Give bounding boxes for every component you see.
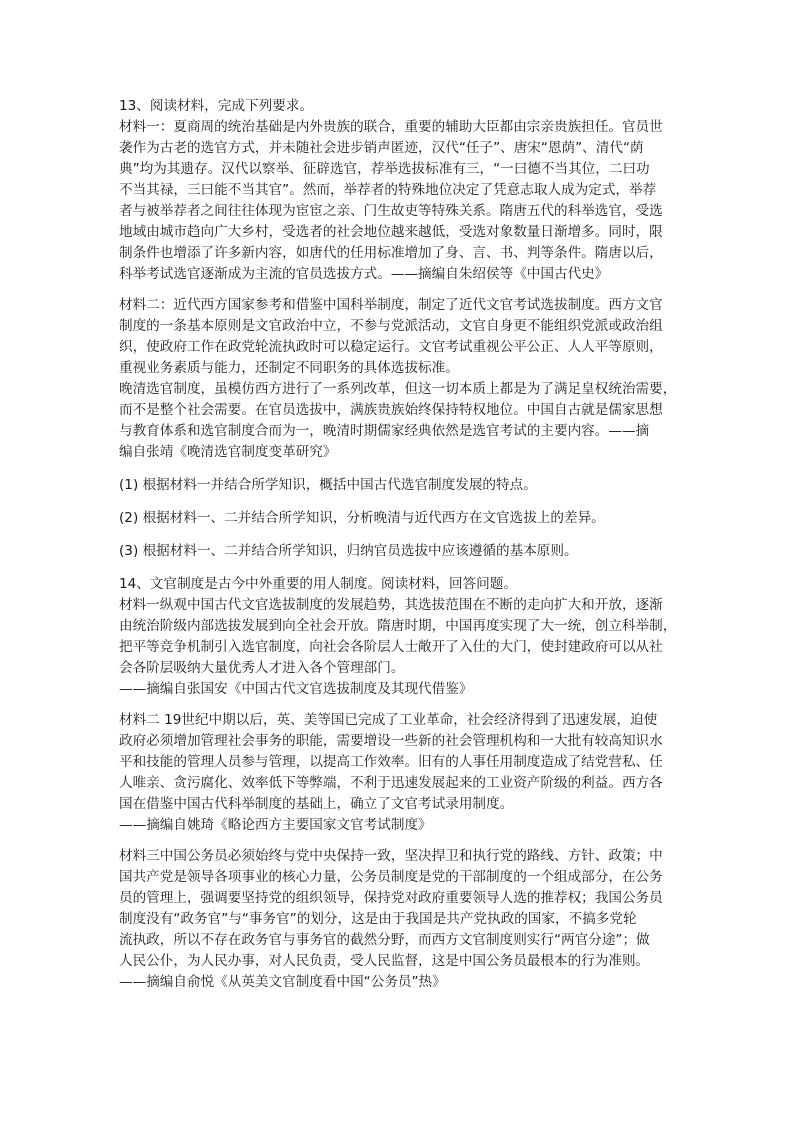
q13-m2-line: 而不是整个社会需要。在官员选拔中，满族贵族始终保持特权地位。中国自古就是儒家思想 [119,402,663,418]
q14-m3-line: 员的管理上，强调要坚持党的组织领导，保持党对政府重要领导人选的推荐权；我国公务员 [119,890,663,906]
q14-m1-line: 会各阶层吸纳大量优秀人才进入各个管理部门。 [119,660,405,676]
q13-m1-line: 材料一：夏商周的统治基础是内外贵族的联合，重要的辅助大臣都由宗亲贵族担任。官员世 [119,119,663,135]
q14-m3-source: ——摘编自俞悦《从英美文官制度看中国“公务员”热》 [119,974,446,990]
q13-m2-line: 与教育体系和选官制度合而为一，晚清时期儒家经典依然是选官考试的主要内容。——摘 [119,423,650,439]
q13-m1-line: 者与被举荐者之间往往体现为宦宦之亲、门生故吏等特殊关系。隋唐五代的科举选官，受选 [119,203,663,219]
q13-m2-line: 晚清选官制度，虽模仿西方进行了一系列改革，但这一切本质上都是为了满足皇权统治需要， [119,381,677,397]
q14-m3-line: 国共产党是领导各项事业的核心力量，公务员制度是党的干部制度的一个组成部分，在公务 [119,869,663,885]
q13-m1-line: 不当其禄，三曰能不当其官”。然而，举荐者的特殊地位决定了凭意志取人成为定式，举荐 [119,182,657,198]
q13-question-2: (2) 根据材料一、二并结合所学知识，分析晚清与近代西方在文官选拔上的差异。 [119,510,605,526]
q14-m2-line: 人唯亲、贪污腐化、效率低下等弊端，不利于迅速发展起来的工业资产阶级的利益。西方各 [119,775,663,791]
q14-m1-line: 把平等竞争机制引入选官制度，向社会各阶层人士敞开了入仕的大门，使封建政府可以从社 [119,639,663,655]
q13-question-3: (3) 根据材料一、二并结合所学知识，归纳官员选拔中应该遵循的基本原则。 [119,543,578,559]
q14-m2-line: 政府必须增加管理社会事务的职能，需要增设一些新的社会管理机构和一大批有较高知识水 [119,733,663,749]
q13-m1-line: 地域由城市趋向广大乡村，受选者的社会地位越来越低，受选对象数量日渐增多。同时，限 [119,224,663,240]
q13-m1-line: 典”均为其遗存。汉代以察举、征辟选官，荐举选拔标准有三，“一曰德不当其位，二曰功 [119,161,650,177]
q14-material-3 [119,846,679,993]
q14-m1-line: 由统治阶级内部选拔发展到向全社会开放。隋唐时期，中国再度实现了大一统，创立科举制， [119,618,677,634]
q13-title: 13、阅读材料，完成下列要求。 [119,98,314,114]
q13-m1-line: 袭作为古老的选官方式，并未随社会进步销声匿迹，汉代“任子”、唐宋“恩荫”、清代“荫 [119,140,644,156]
q14-title: 14、文官制度是古今中外重要的用人制度。阅读材料，回答问题。 [119,576,517,592]
q13-m2-line: 材料二：近代西方国家参考和借鉴中国科举制度，制定了近代文官考试选拔制度。西方文官 [119,297,663,313]
q14-m3-line: 制度没有“政务官”与“事务官”的划分，这是由于我国是共产党执政的国家，不搞多党轮 [119,911,637,927]
exam-page [119,96,679,993]
q14-m1-line: 材料一纵观中国古代文官选拔制度的发展趋势，其选拔范围在不断的走向扩大和开放，逐渐 [119,597,663,613]
q13-material-1 [119,117,679,285]
q13-m2-line: 编自张靖《晚清选官制度变革研究》 [119,444,337,460]
q14-m3-line: 人民公仆，为人民办事，对人民负责，受人民监督，这是中国公务员最根本的行为准则。 [119,953,650,969]
q14-material-1 [119,595,679,700]
q13-m1-line: 制条件也增添了许多新内容，如唐代的任用标准增加了身、言、书、判等条件。隋唐以后， [119,245,663,261]
q13-question-1: (1) 根据材料一并结合所学知识，概括中国古代选官制度发展的特点。 [119,477,537,493]
q13-m2-line: 织，使政府工作在政党轮流执政时可以稳定运行。文官考试重视公平公正、人人平等原则， [119,339,663,355]
q14-material-2 [119,710,679,836]
q13-m1-line: 科举考试选官逐渐成为主流的官员选拔方式。——摘编自朱绍侯等《中国古代史》 [119,266,609,282]
q13-material-2 [119,295,679,463]
q14-m3-line: 流执政，所以不存在政务官与事务官的截然分野，而西方文官制度则实行“两官分途”；做 [119,932,650,948]
q13-m2-line: 重视业务素质与能力，还制定不同职务的具体选拔标准。 [119,360,459,376]
q14-m2-line: 材料二 19世纪中期以后，英、美等国已完成了工业革命，社会经济得到了迅速发展，迫使 [119,712,658,728]
q14-m2-source: ——摘编自姚琦《略论西方主要国家文官考试制度》 [119,817,432,833]
q14-m2-line: 国在借鉴中国古代科举制度的基础上，确立了文官考试录用制度。 [119,796,514,812]
q14-m1-source: ——摘编自张国安《中国古代文官选拔制度及其现代借鉴》 [119,681,473,697]
q14-m3-line: 材料三中国公务员必须始终与党中央保持一致，坚决捍卫和执行党的路线、方针、政策；中 [119,848,663,864]
q14-m2-line: 平和技能的管理人员参与管理，以提高工作效率。旧有的人事任用制度造成了结党营私、任 [119,754,663,770]
q13-m2-line: 制度的一条基本原则是文官政治中立，不参与党派活动，文官自身更不能组织党派或政治组 [119,318,663,334]
